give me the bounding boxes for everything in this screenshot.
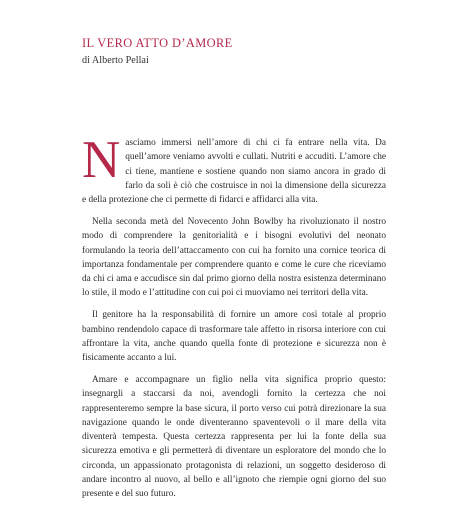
chapter-body <box>82 131 386 502</box>
paragraph-4: Amare e accompagnare un figlio nella vita significa proprio questo: insegnargli a staccarsi da noi, avendogli fornito la certezza che noi rappresenteremo sempre la base sicura, il porto verso cui potrà direzionare la sua navigazione quando le onde diventeranno spaventevoli o il mare della vita diventerà tempesta. Questa certezza rappresenta per lui la fonte della sua sicurezza emotiva e gli permetterà di diventare un esploratore del mondo che lo circonda, un appassionato protagonista di relazioni, un soggetto desideroso di andare incontro al nuovo, al bello e all’ignoto che riempie ogni giorno del suo presente e del suo futuro. <box>82 374 386 500</box>
drop-cap: N <box>82 131 121 189</box>
chapter-title: IL VERO ATTO D’AMORE <box>82 36 233 50</box>
paragraph-1-text: asciamo immersi nell’amore di chi ci fa entrare nella vita. Da quell’amore veniamo avvolti e cullati. Nutriti e accuditi. L’amore che ci tiene, mantiene e sostiene quando non siamo ancora in grado di farlo da soli è ciò che costruisce in noi la dimensione della sicurezza e della protezione che ci permette di fidarci e affidarci alla vita. <box>82 138 386 206</box>
paragraph-2: Nella seconda metà del Novecento John Bowlby ha rivoluzionato il nostro modo di comprendere la genitorialità e i bisogni evolutivi del neonato formulando la teoria dell’attaccamento con cui ha fornito una cornice teorica di importanza fondamentale per comprendere quanto e come le cure che riceviamo da chi ci ama e accudisce sin dal primo giorno della nostra esistenza determinano lo stile, il modo e l’attitudine con cui poi ci muoviamo nei territori della vita. <box>82 216 386 299</box>
chapter-header <box>82 36 233 67</box>
chapter-author: di Alberto Pellai <box>82 55 149 66</box>
paragraph-1 <box>82 131 386 207</box>
paragraph-3: Il genitore ha la responsabilità di fornire un amore così totale al proprio bambino rendendolo capace di trasformare tale affetto in risorsa interiore con cui affrontare la vita, anche quando quella fonte di protezione e sicurezza non è fisicamente accanto a lui. <box>82 310 386 364</box>
